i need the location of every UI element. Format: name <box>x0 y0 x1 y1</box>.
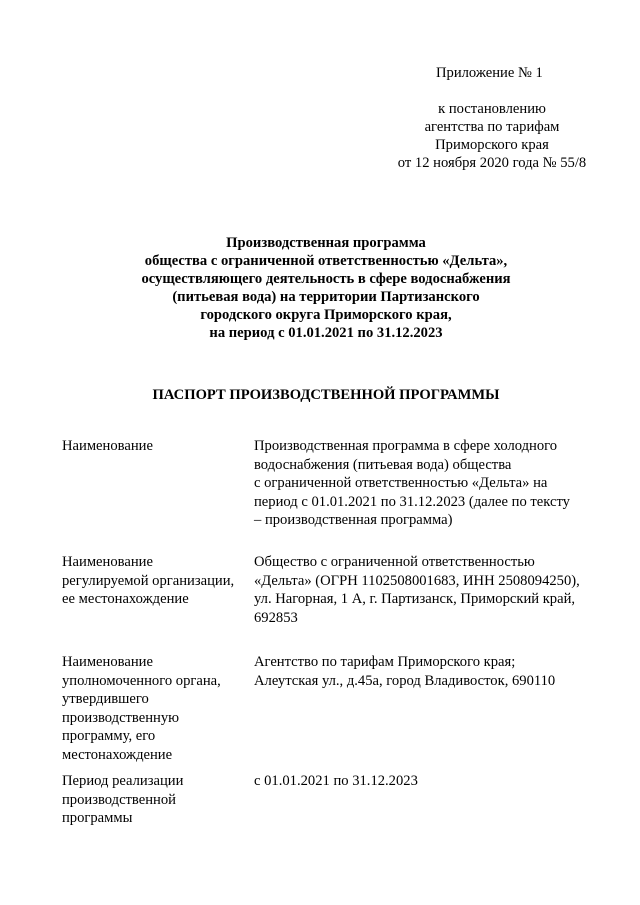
label-line: программы <box>62 810 133 827</box>
label-line: уполномоченного органа, <box>62 672 221 689</box>
value-line: 692853 <box>254 609 298 626</box>
row-value <box>254 653 604 690</box>
value-line: Агентство по тарифам Приморского края; <box>254 654 516 670</box>
value-line: Производственная программа в сфере холодного <box>254 438 558 454</box>
value-line: – производственная программа) <box>254 512 453 529</box>
appendix-line: к постановлению <box>438 101 546 117</box>
label-line: Наименование <box>62 554 153 570</box>
title-line: (питьевая вода) на территории Партизанского <box>172 289 480 305</box>
appendix-line: от 12 ноября 2020 года № 55/8 <box>397 155 587 171</box>
passport-heading: ПАСПОРТ ПРОИЗВОДСТВЕННОЙ ПРОГРАММЫ <box>152 387 500 403</box>
row-label <box>62 772 252 828</box>
row-label <box>62 653 252 765</box>
document-title <box>60 234 592 342</box>
label-line: местонахождение <box>62 746 173 763</box>
value-line: Алеутская ул., д.45а, город Владивосток, 690110 <box>254 672 556 689</box>
appendix-line: Приморского края <box>435 137 549 153</box>
label-line: Наименование <box>62 438 153 454</box>
appendix-line: агентства по тарифам <box>424 119 560 135</box>
label-line: регулируемой организации, <box>62 572 235 589</box>
title-line: осуществляющего деятельность в сфере водоснабжения <box>141 271 511 287</box>
appendix-number: Приложение № 1 <box>436 65 543 81</box>
title-line: общества с ограниченной ответственностью «Дельта», <box>144 253 508 269</box>
label-line: производственной <box>62 791 176 808</box>
value-line: ул. Нагорная, 1 А, г. Партизанск, Приморский край, <box>254 591 576 608</box>
row-value <box>254 772 604 791</box>
label-line: производственную <box>62 709 180 726</box>
label-line: Период реализации <box>62 773 184 789</box>
title-line: Производственная программа <box>226 235 426 251</box>
label-line: утвердившего <box>62 691 149 708</box>
label-line: программу, его <box>62 728 156 745</box>
appendix-reference <box>392 100 592 172</box>
value-line: водоснабжения (питьевая вода) общества <box>254 456 512 473</box>
value-line: Общество с ограниченной ответственностью <box>254 554 535 570</box>
value-line: «Дельта» (ОГРН 1102508001683, ИНН 2508094250), <box>254 572 580 589</box>
row-label <box>62 553 252 609</box>
value-line: с 01.01.2021 по 31.12.2023 <box>254 773 418 789</box>
label-line: Наименование <box>62 654 153 670</box>
value-line: с ограниченной ответственностью «Дельта» на <box>254 475 548 492</box>
row-label <box>62 437 252 456</box>
title-line: городского округа Приморского края, <box>200 307 452 323</box>
row-value <box>254 437 604 530</box>
title-line: на период с 01.01.2021 по 31.12.2023 <box>209 325 443 341</box>
label-line: ее местонахождение <box>62 591 189 608</box>
value-line: период с 01.01.2021 по 31.12.2023 (далее по тексту <box>254 493 570 510</box>
row-value <box>254 553 604 627</box>
